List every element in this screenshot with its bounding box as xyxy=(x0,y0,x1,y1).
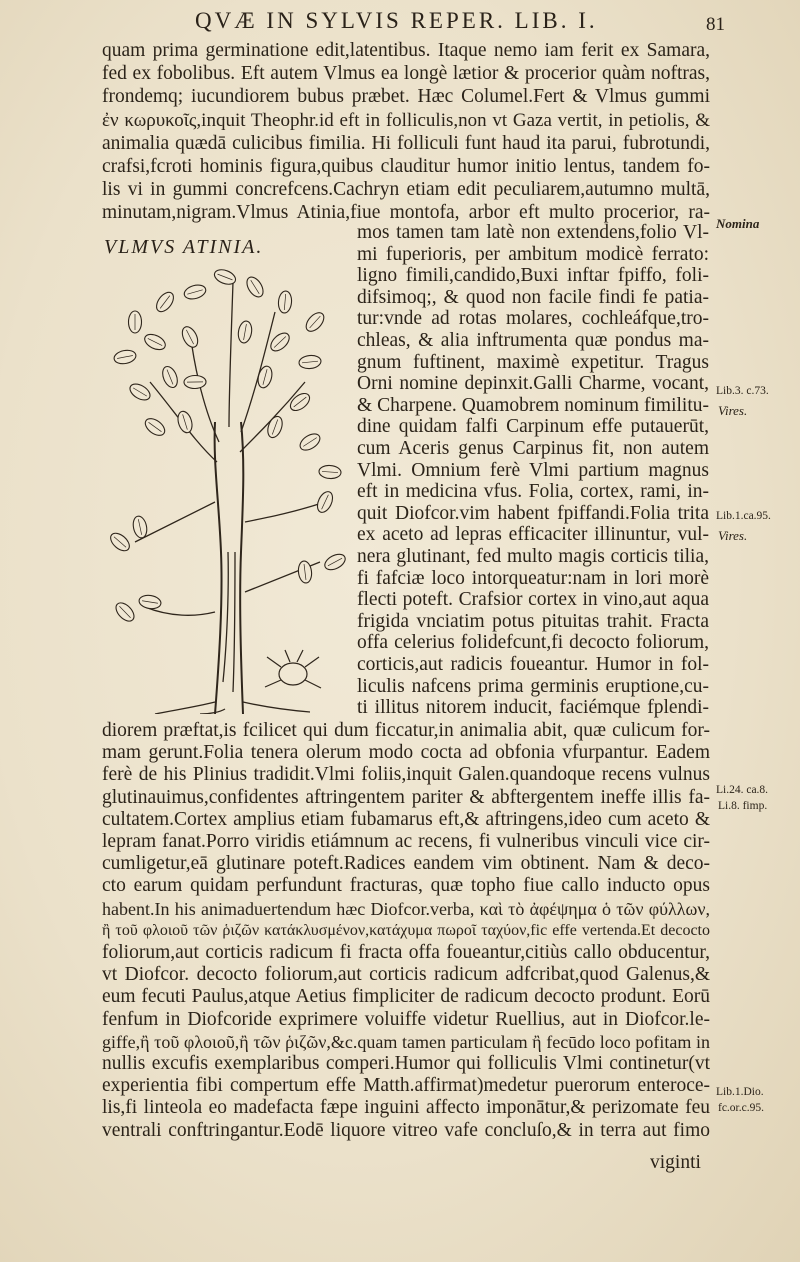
text-line: eft in medicina vfus. Folia, cortex, rami, in- xyxy=(357,481,709,503)
text-line: diorem præftat,is fcilicet qui dum ficcatur,in animalia abit, quæ culicum for- xyxy=(102,720,710,741)
text-line: crafsi,fcroti hominis figura,quibus clauditur humor initio lentus, tandem fo- xyxy=(102,156,710,177)
text-line: quam prima germinatione edit,latentibus. Itaque nemo iam ferit ex Samara, xyxy=(102,40,710,61)
text-line: chleas, & alia inftrumenta quæ pondus ma- xyxy=(357,330,709,351)
text-line: lis vi in gummi concrefcens.Cachryn etiam edit peculiarem,autumno multā, xyxy=(102,179,710,201)
text-line: Orni nomine depinxit.Galli Charme, vocant, xyxy=(357,373,709,395)
text-line: cultatem.Cortex amplius etiam fubamarus eft,& aftringens,ideo cum aceto & xyxy=(102,808,710,830)
text-line: cumligetur,eā glutinare poteft.Radices eandem vim obtinent. Nam & deco- xyxy=(102,853,710,875)
text-line: ἐν κωρυκοῖς,inquit Theophr.id eft in folliculis,non vt Gaza vertit, in petiolis, & xyxy=(102,109,710,131)
text-line: tur:vnde ad rotas molares, cochleáfque,tro- xyxy=(357,308,709,330)
text-line: vt Diofcor. decocto foliorum,aut corticis radicum adfcribat,quod Galenus,& xyxy=(102,964,710,986)
text-line: Vlmi. Omnium ferè Vlmi partium magnus xyxy=(357,459,709,481)
text-line: ventrali conftringantur.Eodē liquore vitreo vafe concluſo,& in terra aut fimo xyxy=(102,1119,710,1141)
illustration-caption: VLMVS ATINIA. xyxy=(104,236,264,258)
text-line: cum Aceris genus Carpinus fit, non autem xyxy=(357,438,709,459)
text-line: liculis nafcens prima germinis eruptione,cu- xyxy=(357,675,709,697)
margin-note-ref: Lib.1.ca.95. xyxy=(716,510,771,522)
running-title: QVÆ IN SYLVIS REPER. LIB. I. xyxy=(195,8,598,33)
text-line: animalia quædā culicibus fimilia. Hi folliculi funt haud ita parui, fubrotundi, xyxy=(102,132,710,154)
catchword: viginti xyxy=(650,1152,701,1173)
text-line: mos tamen tam latè non extendens,folio Vl- xyxy=(357,222,709,243)
text-line: frondemq; iucundiorem bubus præbet. Hæc Columel.Fert & Vlmus gummi xyxy=(102,86,710,108)
text-line: fi fafciæ loco intorqueatur:nam in lori morè xyxy=(357,567,709,589)
text-line: eum fecuti Paulus,atque Aetius fimpliciter de radicum decocto produnt. Eorū xyxy=(102,986,710,1008)
text-line: ex aceto ad lepras efficaciter illinuntur, vul- xyxy=(357,524,709,546)
text-line: giffe,ἢ τοῦ φλοιοῦ,ἢ τῶν ῥιζῶν,&c.quam tamen particulam ἢ fecūdo loco pofitam in xyxy=(102,1031,710,1052)
text-line: frigida vnciatim potus pituitas trahit. Fracta xyxy=(357,610,709,632)
page-number: 81 xyxy=(706,14,725,35)
text-line: ti illitus nitorem inducit, faciémque fplendi- xyxy=(357,697,709,719)
text-line: experientia fibi compertum effe Matth.affirmat)medetur puerorum enteroce- xyxy=(102,1075,710,1097)
margin-note-ref: Li.8. fimp. xyxy=(718,800,768,812)
text-line: mam gerunt.Folia tenera olerum modo cocta ad obfonia vfurpantur. Eadem xyxy=(102,742,710,764)
text-line: quit Diofcor.vim habent fpiffandi.Folia trita xyxy=(357,502,709,524)
text-line: difsimoq;, & quod non facile findi fe patia- xyxy=(357,286,709,308)
text-line: dine quidam falfi Carpinum effe putauerūt, xyxy=(357,416,709,438)
text-line: nullis excufis exemplaribus comperi.Humor qui folliculis Vlmi continetur(vt xyxy=(102,1053,710,1074)
text-line: minutam,nigram.Vlmus Atinia,fiue montofa, arbor eft multo procerior, ra- xyxy=(102,202,710,224)
margin-note-ref: Lib.3. c.73. xyxy=(716,385,769,397)
text-line: nera glutinant, fed multo magis corticis tilia, xyxy=(357,546,709,567)
text-line: foliorum,aut corticis radicum fi fracta offa foueantur,citiùs callo obducentur, xyxy=(102,942,710,963)
margin-note-vires: Vires. xyxy=(718,528,748,543)
text-line: gnum fuftinent, maximè expetitur. Tragus xyxy=(357,351,709,373)
text-line: offa celerius folidefcunt,fi decocto foliorum, xyxy=(357,632,709,654)
elm-tree-illustration xyxy=(95,262,357,714)
margin-note-ref: Lib.1.Dio. xyxy=(716,1086,764,1098)
margin-note-vires: Vires. xyxy=(718,403,748,418)
text-line: lis,fi linteola eo madefacta fæpe inguini affecto imponātur,& perizomate feu xyxy=(102,1097,710,1119)
text-line: habent.In his animaduertendum hæc Diofcor.verba, καὶ τὸ ἀφέψημα ὁ τῶν φύλλων, xyxy=(102,898,710,919)
text-line: fed ex fobolibus. Eft autem Vlmus ea longè lætior & procerior quàm noftras, xyxy=(102,63,710,85)
text-line: corticis,aut radicis foueantur. Humor in fol- xyxy=(357,654,709,675)
margin-note-ref: Li.24. ca.8. xyxy=(716,784,769,796)
text-line: & Charpene. Quamobrem nominum fimilitu- xyxy=(357,394,709,416)
text-line: cto earum quidam perfundunt fracturas, quæ topho fiue callo inducto opus xyxy=(102,875,710,897)
margin-note-nomina: Nomina xyxy=(716,216,760,231)
text-line: flecti poteft. Crafsior cortex in vino,aut aqua xyxy=(357,589,709,611)
text-line: ἢ τοῦ φλοιοῦ τῶν ῥιζῶν κατάκλυσμένον,κατάχυμα πωροῖ ταχύον,fic effe vertenda.Et decocto xyxy=(102,921,710,939)
text-line: mi fuperioris, per ambitum modicè ferrato: xyxy=(357,243,709,265)
text-line: ferè de his Plinius tradidit.Vlmi foliis,inquit Galen.quandoque recens vulnus xyxy=(102,764,710,786)
text-line: fenfum in Diofcoride exprimere voluiffe videtur Ruellius, aut in Diofcor.le- xyxy=(102,1008,710,1030)
text-line: lepram fanat.Porro viridis etiámnum ac recens, fi vulneribus vinculi vice cir- xyxy=(102,831,710,852)
text-line: glutinauimus,confidentes aftringentem pariter & abftergentem ineffe illis fa- xyxy=(102,786,710,808)
text-line: ligno fimili,candido,Buxi inftar fpiffo, foli- xyxy=(357,265,709,287)
margin-note-ref: fc.or.c.95. xyxy=(718,1102,764,1114)
